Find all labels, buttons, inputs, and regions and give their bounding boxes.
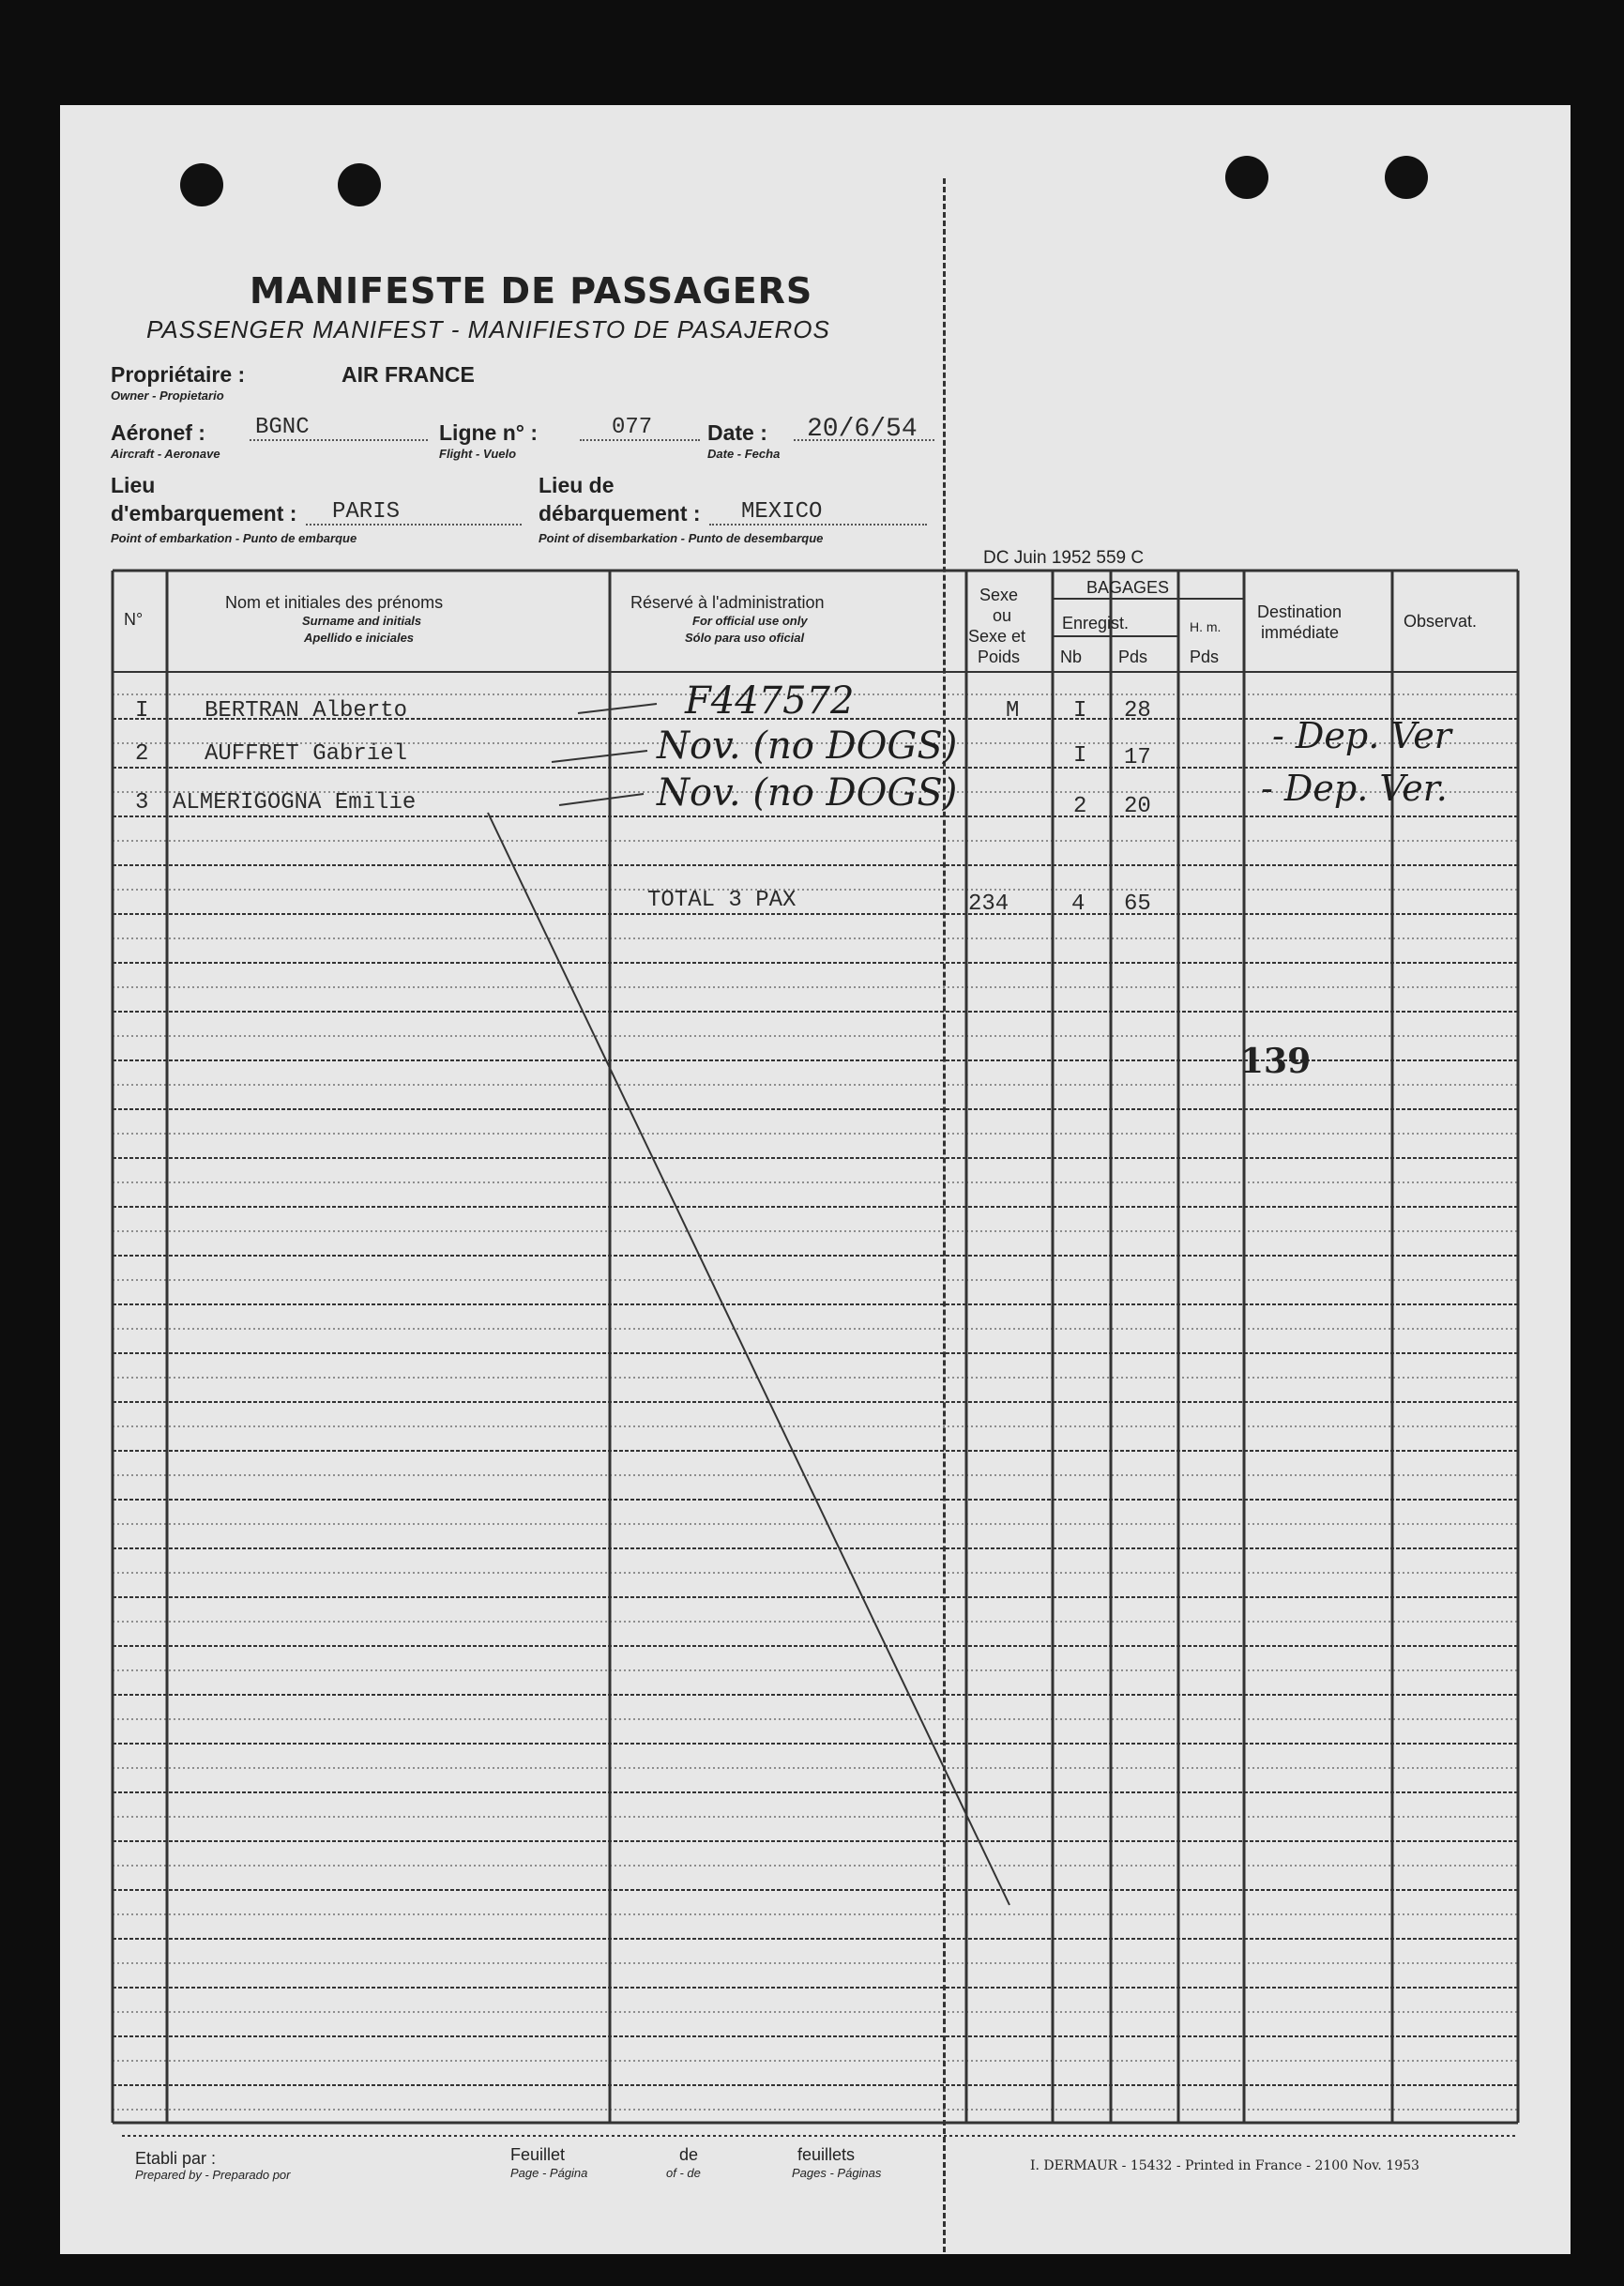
form-code: DC Juin 1952 559 C (983, 548, 1145, 568)
pen-dash (559, 794, 644, 805)
owner-label: Propriétaire : (111, 362, 246, 387)
official-note: Nov. (no DOGS) (657, 771, 958, 815)
baggage-weight: 17 (1124, 745, 1151, 770)
col-header-sex-3: Sexe et (968, 627, 1026, 646)
aircraft-label: Aéronef : (111, 420, 205, 445)
passenger-name: ALMERIGOGNA Emilie (173, 790, 417, 815)
total-label: TOTAL 3 PAX (647, 888, 797, 913)
embark-value: PARIS (332, 499, 401, 525)
flight-sublabel: Flight - Vuelo (439, 447, 517, 461)
col-header-name-es: Apellido e iniciales (304, 631, 415, 645)
aircraft-sublabel: Aircraft - Aeronave (111, 447, 220, 461)
embark-sublabel: Point of embarkation - Punto de embarque (111, 531, 357, 545)
baggage-weight: 20 (1124, 794, 1151, 819)
total-baggage-weight: 65 (1124, 892, 1151, 917)
pen-dash (578, 704, 657, 713)
col-header-reserved: Réservé à l'administration (630, 593, 825, 612)
page-label: Feuillet (510, 2145, 566, 2164)
col-header-sex-1: Sexe (979, 586, 1019, 604)
col-header-sex-4: Poids (978, 648, 1021, 666)
page-title: MANIFESTE DE PASSAGERS (250, 270, 813, 312)
page-subtitle: PASSENGER MANIFEST - MANIFIESTO DE PASAJEROS (146, 315, 830, 343)
printer-imprint: I. DERMAUR - 15432 - Printed in France - 2100 Nov. 1953 (1030, 2158, 1419, 2173)
baggage-count: 2 (1073, 794, 1087, 819)
owner-sublabel: Owner - Propietario (111, 389, 224, 403)
stamp-number: 139 (1240, 1042, 1312, 1081)
col-header-observations: Observat. (1404, 612, 1478, 631)
pen-stroke-diagonal (488, 813, 1009, 1905)
flight-label: Ligne n° : (439, 420, 539, 445)
col-header-nb: Nb (1060, 648, 1083, 666)
prepared-by-sublabel: Prepared by - Preparado por (135, 2168, 291, 2182)
owner-value: AIR FRANCE (341, 362, 475, 387)
col-header-name-en: Surname and initials (302, 614, 422, 628)
page-sublabel: Page - Página (510, 2166, 588, 2180)
col-header-baggage: BAGAGES (1086, 578, 1170, 597)
disembark-sublabel: Point of disembarkation - Punto de desembarque (539, 531, 824, 545)
col-header-registered: Enregist. (1062, 614, 1130, 632)
destination-note: - Dep. Ver (1272, 715, 1451, 756)
col-header-reserved-es: Sólo para uso oficial (685, 631, 805, 645)
col-header-pds: Pds (1118, 648, 1148, 666)
col-header-sex-2: ou (993, 606, 1012, 625)
col-header-reserved-en: For official use only (692, 614, 808, 628)
of-sublabel: of - de (666, 2166, 701, 2180)
row-number: I (135, 698, 149, 724)
baggage-count: I (1073, 743, 1087, 769)
disembark-label-2: débarquement : (539, 501, 701, 526)
row-number: 2 (135, 741, 149, 767)
prepared-by-label: Etabli par : (135, 2149, 217, 2168)
passenger-name: BERTRAN Alberto (205, 698, 408, 724)
baggage-weight: 28 (1124, 698, 1151, 724)
disembark-label-1: Lieu de (539, 473, 615, 497)
flight-value: 077 (612, 415, 653, 440)
disembark-value: MEXICO (741, 499, 823, 525)
date-sublabel: Date - Fecha (707, 447, 781, 461)
embark-label-1: Lieu (111, 473, 156, 497)
total-baggage-count: 4 (1071, 892, 1085, 917)
col-header-destination-1: Destination (1257, 602, 1343, 621)
col-header-handbag-pds: Pds (1190, 648, 1220, 666)
official-note: F447572 (685, 679, 855, 723)
date-value: 20/6/54 (807, 415, 918, 444)
aircraft-value: BGNC (255, 415, 310, 440)
passenger-sex: M (1006, 698, 1020, 724)
pages-sublabel: Pages - Páginas (792, 2166, 882, 2180)
embark-label-2: d'embarquement : (111, 501, 297, 526)
col-header-no: N° (124, 610, 144, 629)
official-note: Nov. (no DOGS) (657, 724, 958, 768)
pages-label: feuillets (797, 2145, 856, 2164)
total-weight: 234 (968, 892, 1009, 917)
col-header-destination-2: immédiate (1261, 623, 1340, 642)
col-header-name: Nom et initiales des prénoms (225, 593, 444, 612)
row-number: 3 (135, 790, 149, 815)
of-label: de (679, 2145, 699, 2164)
destination-note: - Dep. Ver. (1261, 768, 1448, 809)
baggage-count: I (1073, 698, 1087, 724)
pen-dash (552, 751, 647, 762)
passenger-name: AUFFRET Gabriel (205, 741, 408, 767)
date-label: Date : (707, 420, 767, 445)
col-header-handbag: H. m. (1190, 619, 1222, 634)
